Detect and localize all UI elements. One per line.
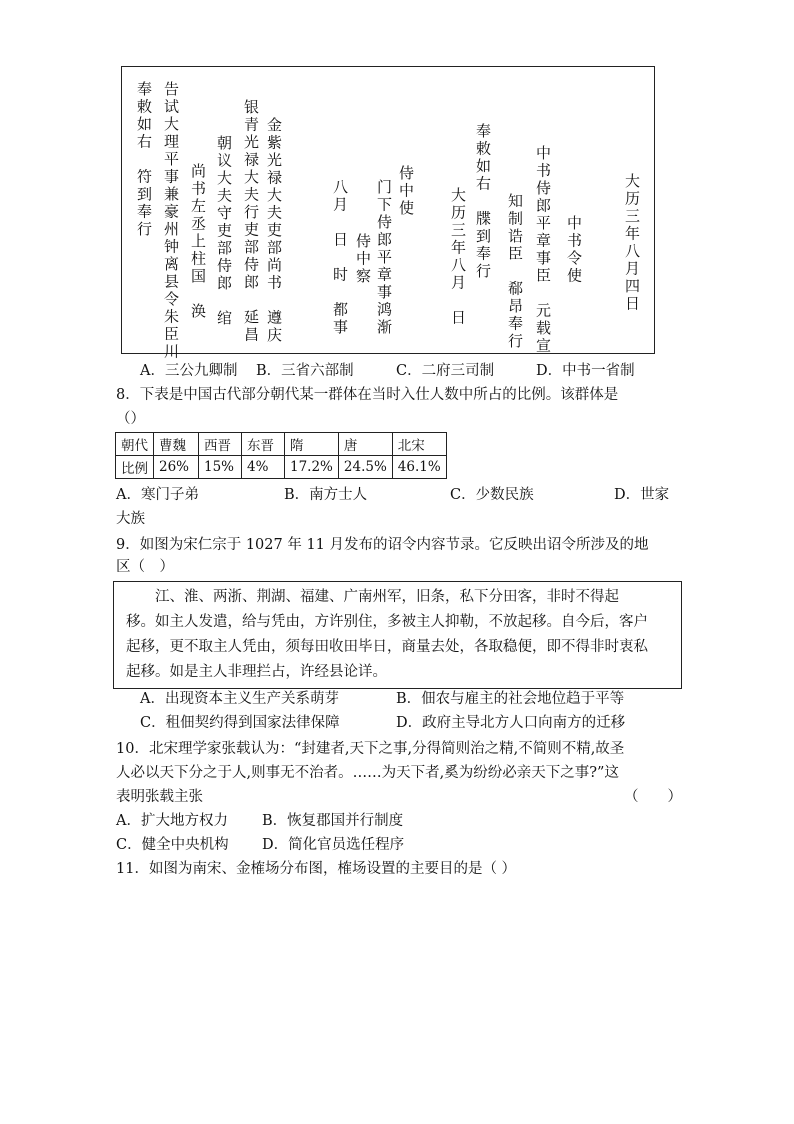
q9-option-b[interactable]: B．佃农与雇主的社会地位趋于平等 xyxy=(396,691,625,707)
edict-column: 银青光禄大夫行吏部侍郎 延昌 xyxy=(242,99,260,344)
q10-answer-bracket: （ ） xyxy=(624,789,682,805)
q9-option-a[interactable]: A．出现资本主义生产关系萌芽 xyxy=(140,691,339,707)
table-row xyxy=(116,456,447,479)
q10-stem: 表明张载主张 xyxy=(116,789,203,805)
excerpt-line: 起移，更不取主人凭由，须每田收田毕日，商量去处，各取稳便，即不得非时衷私 xyxy=(126,639,648,655)
edict-column: 八月 日 时 都事 xyxy=(331,179,349,337)
q7-option-c[interactable]: C．二府三司制 xyxy=(396,363,495,379)
q9-option-c[interactable]: C．租佃契约得到国家法律保障 xyxy=(140,715,340,731)
q7-option-b[interactable]: B．三省六部制 xyxy=(256,363,354,379)
edict-column: 知制诰臣 郗昂奉行 xyxy=(506,193,524,351)
table-cell: 17.2% xyxy=(285,456,339,479)
q7-option-d[interactable]: D．中书一省制 xyxy=(536,363,635,379)
q9-edict-excerpt xyxy=(113,581,682,689)
q8-option-d[interactable]: D．世家 xyxy=(614,487,670,503)
table-cell: 隋 xyxy=(285,433,339,456)
edict-column: 侍中察 xyxy=(354,233,372,286)
q8-option-c[interactable]: C．少数民族 xyxy=(450,487,534,503)
edict-column: 门下侍郎平章事鸿渐 xyxy=(375,179,393,337)
table-cell: 46.1% xyxy=(392,456,446,479)
excerpt-line: 移。如主人发遣，给与凭由，方许别住，多被主人抑勒，不放起移。自今后，客户 xyxy=(126,614,648,630)
q8-stem-bracket: （） xyxy=(116,411,145,427)
q10-stem: 10．北宋理学家张载认为：“封建者,天下之事,分得简则治之精,不简则不精,故圣 xyxy=(116,741,625,757)
q8-stem: 8．下表是中国古代部分朝代某一群体在当时入仕人数中所占的比例。该群体是 xyxy=(116,387,619,403)
q11-stem: 11．如图为南宋、金榷场分布图，榷场设置的主要目的是（ ） xyxy=(116,861,517,877)
table-cell: 4% xyxy=(242,456,285,479)
edict-column: 中书令使 xyxy=(565,215,583,285)
table-cell: 朝代 xyxy=(116,433,154,456)
edict-column: 大历三年八月四日 xyxy=(623,173,641,313)
table-cell: 东晋 xyxy=(242,433,285,456)
table-cell: 西晋 xyxy=(199,433,242,456)
edict-column: 朝议大夫守吏部侍郎 绾 xyxy=(215,135,233,328)
edict-column: 奉敕如右 符到奉行 xyxy=(135,81,153,239)
edict-column: 尚书左丞上柱国 涣 xyxy=(189,163,207,321)
table-cell: 曹魏 xyxy=(154,433,199,456)
table-cell: 北宋 xyxy=(392,433,446,456)
q8-option-a[interactable]: A．寒门子弟 xyxy=(116,487,199,503)
q10-option-c[interactable]: C．健全中央机构 xyxy=(116,837,229,853)
excerpt-line: 江、淮、两浙、荆湖、福建、广南州军，旧条，私下分田客，非时不得起 xyxy=(126,589,619,605)
table-cell: 比例 xyxy=(116,456,154,479)
table-cell: 唐 xyxy=(338,433,392,456)
q10-option-a[interactable]: A．扩大地方权力 xyxy=(116,813,228,829)
edict-column: 中书侍郎平章事臣 元载宣 xyxy=(534,145,552,355)
edict-column: 金紫光禄大夫吏部尚书 遵庆 xyxy=(265,117,283,345)
q8-option-d-continued: 大族 xyxy=(116,511,145,527)
q9-stem-bracket: 区（ ） xyxy=(116,559,174,575)
edict-column: 奉敕如右 牒到奉行 xyxy=(474,123,492,281)
edict-column: 告试大理平事兼豪州钟离县令朱臣川 xyxy=(162,81,180,361)
edict-column: 大历三年八月 日 xyxy=(449,187,467,327)
q10-stem: 人必以天下分之于人,则事无不治者。……为天下者,奚为纷纷必亲天下之事?”这 xyxy=(116,765,619,781)
q9-option-d[interactable]: D．政府主导北方人口向南方的迁移 xyxy=(396,715,626,731)
table-cell: 24.5% xyxy=(338,456,392,479)
table-row xyxy=(116,433,447,456)
q9-stem: 9．如图为宋仁宗于 1027 年 11 月发布的诏令内容节录。它反映出诏令所涉及的地 xyxy=(116,537,649,553)
q10-option-d[interactable]: D．简化官员选任程序 xyxy=(262,837,405,853)
q8-ratio-table xyxy=(115,432,447,479)
edict-column: 侍中使 xyxy=(397,165,415,218)
excerpt-line: 起移。如是主人非理拦占，许经县论详。 xyxy=(126,664,387,680)
table-cell: 15% xyxy=(199,456,242,479)
table-cell: 26% xyxy=(154,456,199,479)
edict-document-figure xyxy=(121,66,655,361)
q8-option-b[interactable]: B．南方士人 xyxy=(284,487,368,503)
q10-option-b[interactable]: B．恢复郡国并行制度 xyxy=(262,813,404,829)
q7-option-a[interactable]: A．三公九卿制 xyxy=(140,363,238,379)
